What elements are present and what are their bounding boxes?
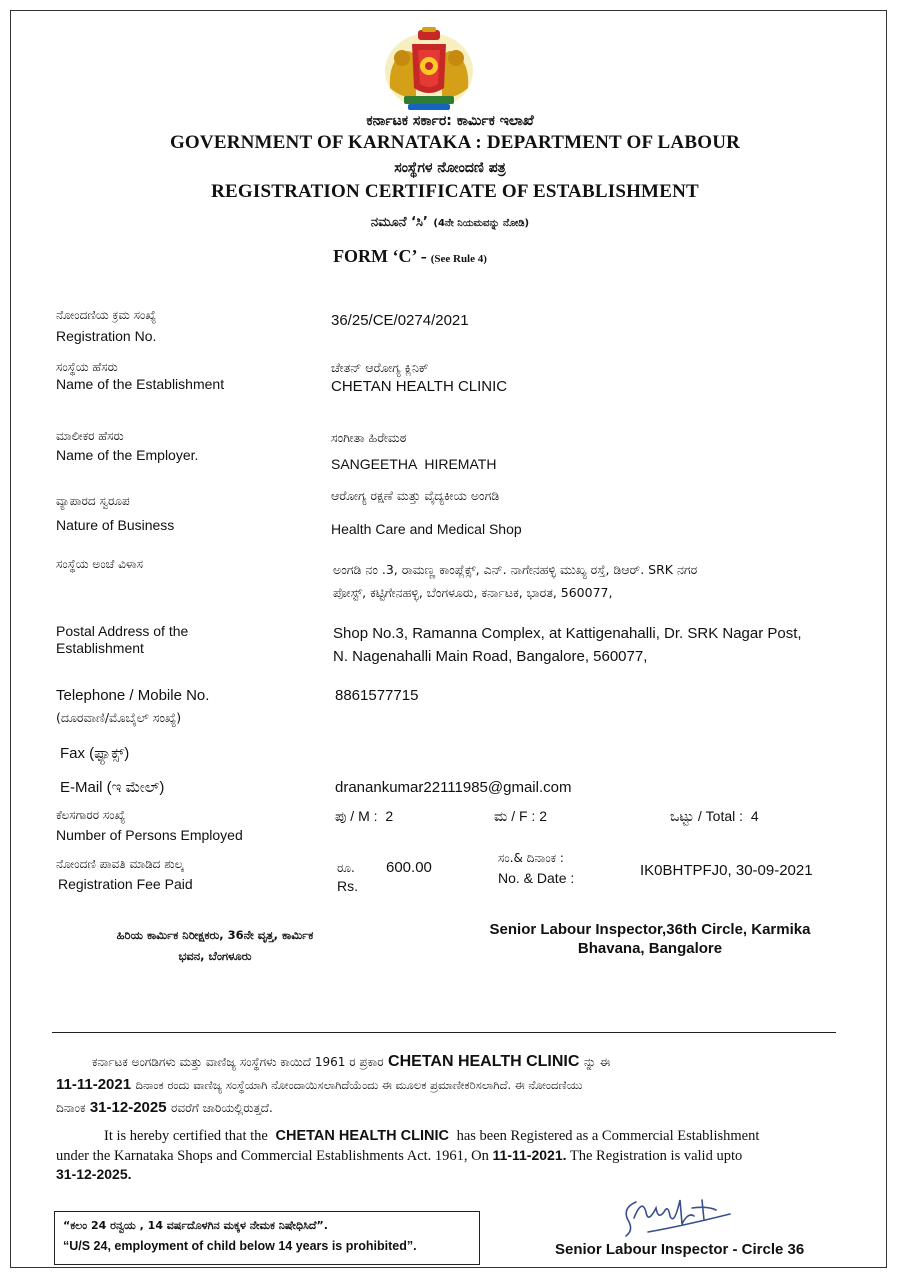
address-label-line2: Establishment (56, 640, 144, 656)
establishment-kn-value: ಚೇತನ್ ಆರೋಗ್ಯ ಕ್ಲಿನಿಕ್ (331, 360, 429, 375)
employer-label: Name of the Employer. (56, 447, 199, 463)
address-kn-value-line2: ಪೋಸ್ಟ್, ಕಟ್ಟಿಗೇನಹಳ್ಳಿ, ಬೆಂಗಳೂರು, ಕರ್ನಾಟಕ, ಭಾರತ, 560077, (333, 585, 613, 600)
fee-amount: 600.00 (386, 859, 432, 876)
signatory-title: Senior Labour Inspector - Circle 36 (555, 1241, 805, 1258)
form-rule: (See Rule 4) (430, 253, 487, 265)
child-labour-notice (54, 1211, 480, 1265)
fee-currency-kn: ರೂ. (337, 861, 355, 875)
form-c-line (150, 246, 670, 267)
en-department-title: GOVERNMENT OF KARNATAKA : DEPARTMENT OF LABOUR (169, 132, 741, 153)
child-labour-notice-en: “U/S 24, employment of child below 14 years is prohibited”. (63, 1239, 417, 1253)
persons-kn-label: ಕೆಲಸಗಾರರ ಸಂಖ್ಯೆ (56, 808, 126, 822)
certification-kn-establishment: CHETAN HEALTH CLINIC (388, 1053, 580, 1070)
fee-kn-label: ನೋಂದಣಿ ಪಾವತಿ ಮಾಡಿದ ಶುಲ್ಕ (56, 857, 184, 871)
kn-certificate-title: ಸಂಸ್ಥೆಗಳ ನೋಂದಣಿ ಪತ್ರ (394, 160, 506, 176)
certification-en-establishment: CHETAN HEALTH CLINIC (275, 1128, 449, 1144)
business-kn-value: ಆರೋಗ್ಯ ರಕ್ಷಣೆ ಮತ್ತು ವೈದ್ಯಕೀಯ ಅಂಗಡಿ (331, 488, 500, 503)
telephone-kn-label: (ದೂರವಾಣಿ/ಮೊಬೈಲ್ ಸಂಖ್ಯೆ) (56, 710, 182, 725)
business-value: Health Care and Medical Shop (331, 521, 522, 537)
fee-currency: Rs. (337, 878, 358, 894)
persons-total-label: ಒಟ್ಟು / Total : (670, 808, 744, 824)
fee-no-date-kn-label: ಸಂ.& ದಿನಾಂಕ : (498, 851, 564, 865)
establishment-kn-label: ಸಂಸ್ಥೆಯ ಹೆಸರು (56, 360, 118, 374)
certification-en-valid-date: 31-12-2025. (56, 1166, 132, 1182)
kn-department-title: ಕರ್ನಾಟಕ ಸರ್ಕಾರ: ಕಾರ್ಮಿಕ ಇಲಾಖೆ (366, 113, 534, 129)
authority-en-line2: Bhavana, Bangalore (577, 940, 723, 957)
authority-kn-line1: ಹಿರಿಯ ಕಾರ್ಮಿಕ ನಿರೀಕ್ಷಕರು, 36ನೇ ವೃತ್ತ, ಕಾರ್ಮಿಕ (116, 928, 314, 942)
certification-en-line2-text: under the Karnataka Shops and Commercial Establishments Act. 1961, On (56, 1148, 489, 1164)
certification-en-line2 (56, 1147, 866, 1165)
en-certificate-title: REGISTRATION CERTIFICATE OF ESTABLISHMENT (211, 181, 699, 202)
business-kn-label: ವ್ಯಾಪಾರದ ಸ್ವರೂಪ (56, 494, 130, 508)
authority-en-line1: Senior Labour Inspector,36th Circle, Karmika (489, 921, 811, 938)
persons-male-value: 2 (385, 808, 394, 824)
establishment-value: CHETAN HEALTH CLINIC (331, 378, 508, 395)
business-label: Nature of Business (56, 517, 175, 533)
kn-form-rule: (4ನೇ ನಿಯಮವನ್ನು ನೋಡಿ) (433, 218, 530, 229)
email-label: E-Mail (ಇ ಮೇಲ್) (60, 779, 165, 796)
certification-en-line1 (104, 1128, 874, 1145)
child-labour-notice-kn: “ಕಲಂ 24 ರನ್ವಯ , 14 ವರ್ಷದೊಳಗಿನ ಮಕ್ಕಳ ನೇಮಕ ನಿಷೇಧಿಸಿದೆ”. (63, 1219, 328, 1232)
persons-total-value: 4 (750, 808, 759, 824)
fax-label: Fax (ಫ್ಯಾಕ್ಸ್) (60, 745, 130, 762)
registration-no-value: 36/25/CE/0274/2021 (331, 312, 469, 329)
address-value-line2: N. Nagenahalli Main Road, Bangalore, 560077, (333, 648, 648, 665)
employer-value: SANGEETHA HIREMATH (331, 456, 497, 472)
section-divider (52, 1032, 836, 1033)
persons-total (670, 808, 759, 825)
inspector-signature (612, 1186, 744, 1242)
certification-en-date: 11-11-2021. (492, 1147, 567, 1163)
authority-kn-line2: ಭವನ, ಬೆಂಗಳೂರು (178, 949, 252, 963)
karnataka-emblem (382, 26, 476, 112)
certification-kn-line2-text: ದಿನಾಂಕ ರಂದು ವಾಣಿಜ್ಯ ಸಂಸ್ಥೆಯಾಗಿ ನೋಂದಾಯಿಸಲಾಗಿದೆಯೆಂದು ಈ ಮೂಲಕ ಪ್ರಮಾಣೀಕರಿಸಲಾಗಿದೆ. ಈ ನೋಂದಣಿಯು (135, 1078, 583, 1092)
fee-no-date-value: IK0BHTPFJ0, 30-09-2021 (640, 862, 813, 879)
telephone-label: Telephone / Mobile No. (56, 687, 210, 704)
certification-kn-line3 (56, 1099, 656, 1117)
certification-en-line2-end: The Registration is valid upto (569, 1148, 743, 1164)
address-kn-label: ಸಂಸ್ಥೆಯ ಅಂಚೆ ವಿಳಾಸ (56, 557, 143, 571)
establishment-label: Name of the Establishment (56, 376, 225, 392)
address-kn-value-line1: ಅಂಗಡಿ ನಂ .3, ರಾಮಣ್ಣ ಕಾಂಪ್ಲೆಕ್ಸ್, ಎನ್. ನಾಗೇನಹಳ್ಳಿ ಮುಖ್ಯ ರಸ್ತೆ, ಡಿಆರ್. SRK ನಗರ (333, 562, 698, 577)
certification-kn-line1-end: ನ್ನು ಈ (583, 1055, 611, 1069)
registration-no-kn-label: ನೋಂದಣಿಯ ಕ್ರಮ ಸಂಖ್ಯೆ (56, 308, 157, 322)
kn-form-label: ನಮೂನೆ ‘ಸಿ’ (370, 215, 428, 230)
fee-no-date-label: No. & Date : (498, 870, 575, 886)
employer-kn-label: ಮಾಲೀಕರ ಹೆಸರು (56, 429, 124, 443)
certification-kn-line1-text: ಕರ್ನಾಟಕ ಅಂಗಡಿಗಳು ಮತ್ತು ವಾಣಿಜ್ಯ ಸಂಸ್ಥೆಗಳು ಕಾಯಿದೆ 1961 ರ ಪ್ರಕಾರ (92, 1055, 384, 1069)
telephone-value: 8861577715 (335, 687, 419, 704)
certification-kn-date: 11-11-2021 (56, 1076, 132, 1093)
certification-en-line1-end: has been Registered as a Commercial Establishment (456, 1128, 760, 1144)
employer-kn-value: ಸಂಗೀತಾ ಹಿರೇಮಠ (331, 430, 407, 445)
email-value: dranankumar22111985@gmail.com (335, 779, 572, 796)
certification-kn-line2 (56, 1076, 856, 1094)
registration-no-label: Registration No. (56, 328, 157, 344)
certification-kn-line3-prefix: ದಿನಾಂಕ (56, 1101, 86, 1115)
certification-kn-line3-suffix: ರವರೆಗೆ ಜಾರಿಯಲ್ಲಿರುತ್ತದೆ. (171, 1101, 273, 1115)
fee-label: Registration Fee Paid (58, 876, 193, 892)
certification-kn-line1 (92, 1053, 852, 1071)
persons-female (494, 808, 547, 825)
address-value-line1: Shop No.3, Ramanna Complex, at Kattigenahalli, Dr. SRK Nagar Post, (333, 625, 802, 642)
persons-label: Number of Persons Employed (56, 827, 243, 843)
form-label: FORM ‘C’ - (333, 246, 427, 266)
certification-kn-valid-date: 31-12-2025 (89, 1099, 167, 1116)
address-label-line1: Postal Address of the (56, 623, 189, 639)
persons-female-label: ಮ / F : (494, 808, 536, 824)
persons-male (335, 808, 393, 825)
persons-male-label: ಪು / M : (335, 808, 378, 824)
certification-en-line1-text: It is hereby certified that the (104, 1128, 268, 1144)
kn-form-line (150, 211, 750, 230)
persons-female-value: 2 (539, 808, 548, 824)
